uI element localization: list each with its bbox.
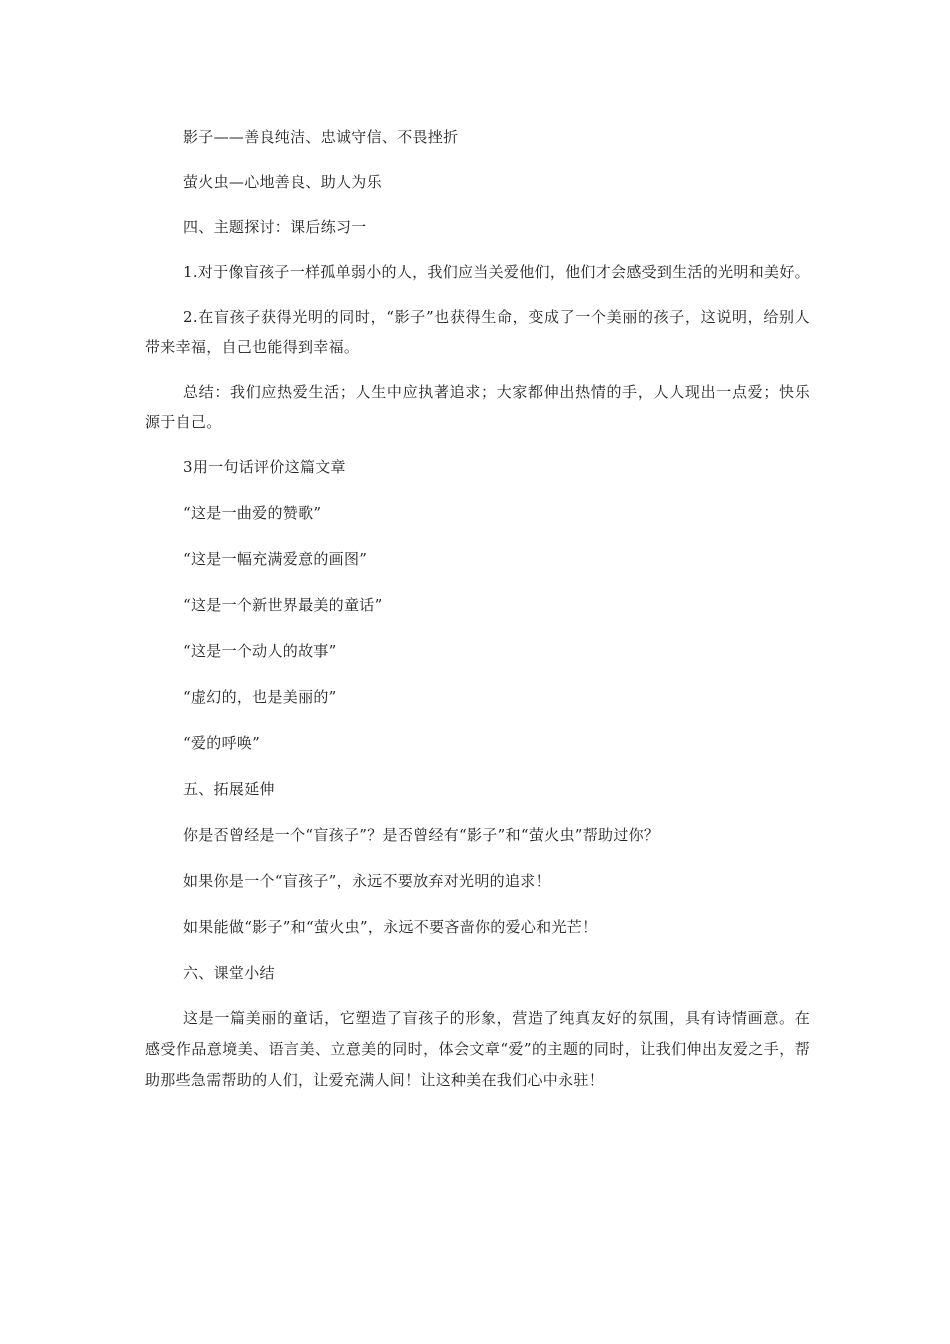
quote-item: “这是一个新世界最美的童话”	[183, 596, 383, 614]
paragraph-answer-2: 2.在盲孩子获得光明的同时，“影子”也获得生命，变成了一个美丽的孩子，这说明，给别人带来幸福，自己也能得到幸福。	[145, 308, 810, 356]
quote-item: “这是一个动人的故事”	[183, 642, 337, 660]
heading-extension: 五、拓展延伸	[183, 780, 275, 798]
document-body	[145, 122, 810, 1096]
paragraph-shadow-traits: 影子——善良纯洁、忠诚守信、不畏挫折	[183, 128, 459, 146]
heading-class-summary: 六、课堂小结	[183, 964, 275, 982]
paragraph-evaluate-prompt: 3用一句话评价这篇文章	[183, 458, 346, 476]
heading-theme-discussion: 四、主题探讨：课后练习一	[183, 218, 367, 236]
quote-item: “爱的呼唤”	[183, 734, 261, 752]
paragraph-firefly-traits: 萤火虫—心地善良、助人为乐	[183, 173, 382, 191]
quote-item: “虚幻的，也是美丽的”	[183, 688, 337, 706]
paragraph-answer-1: 1.对于像盲孩子一样孤单弱小的人，我们应当关爱他们，他们才会感受到生活的光明和美好。	[183, 263, 810, 281]
paragraph-extension-blind-child: 如果你是一个“盲孩子”，永远不要放弃对光明的追求！	[183, 872, 551, 890]
paragraph-class-summary: 这是一篇美丽的童话，它塑造了盲孩子的形象，营造了纯真友好的氛围，具有诗情画意。在感受作品意境美、语言美、立意美的同时，体会文章“爱”的主题的同时，让我们伸出友爱之手，帮助那些急需帮助的人们，让爱充满人间！让这种美在我们心中永驻！	[145, 1009, 810, 1089]
quote-item: “这是一幅充满爱意的画图”	[183, 550, 368, 568]
paragraph-extension-shadow-firefly: 如果能做“影子”和“萤火虫”，永远不要吝啬你的爱心和光芒！	[183, 918, 598, 936]
quote-item: “这是一曲爱的赞歌”	[183, 504, 322, 522]
paragraph-summary: 总结：我们应热爱生活；人生中应执著追求；大家都伸出热情的手，人人现出一点爱；快乐源于自己。	[145, 383, 810, 431]
paragraph-extension-question: 你是否曾经是一个“盲孩子”？是否曾经有“影子”和“萤火虫”帮助过你？	[183, 826, 660, 844]
